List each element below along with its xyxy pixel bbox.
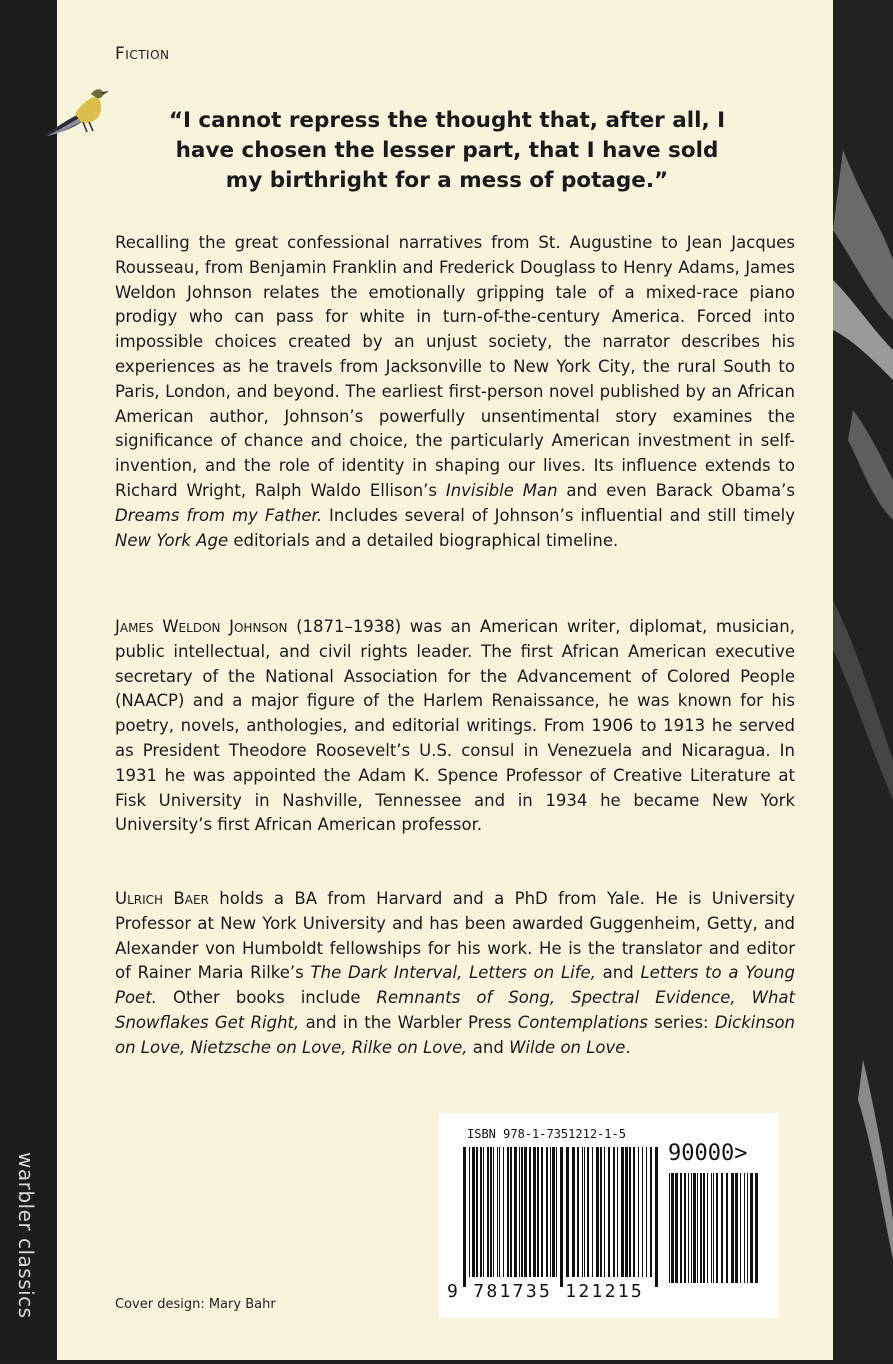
barcode-bar	[750, 1173, 753, 1283]
barcode-bar	[669, 1173, 670, 1283]
barcode-bar	[483, 1147, 484, 1277]
barcode-bar	[550, 1147, 551, 1277]
barcode-bar	[529, 1147, 531, 1277]
barcode-bar	[510, 1147, 512, 1277]
barcode-bar	[625, 1147, 628, 1277]
barcode-bar	[726, 1173, 728, 1283]
editor-bio-text: .	[625, 1037, 631, 1057]
barcode-bar	[700, 1173, 702, 1283]
author-bio-text: (1871–1938) was an American writer, diplomat, musician, public intellectual, and civil rights leader. The first African American executive secretary of the National Association for the Advancement of Colored People (NAACP) and a major figure of the Harlem Renaissance, he was known for his poetry, novels, anthologies, and editorial writings. From 1906 to 1913 he served as President Theodore Roosevelt’s U.S. consul in Venezuela and Nicaragua. In 1931 he was appointed the Adam K. Spence Professor of Creative Literature at Fisk University in Nashville, Tennessee and in 1934 he became New York University’s first African American professor.	[115, 617, 795, 835]
barcode-bar	[731, 1173, 734, 1283]
barcode-bar	[533, 1147, 536, 1277]
barcode-bar	[552, 1147, 555, 1277]
editor-bio-text: holds a BA from Harvard and a PhD from Yale. He is University Professor at New York University and has been awarded Guggenheim, Getty, and Alexander von Humboldt fellowships for his work. He is the translator and editor of Rainer Maria Rilke’s	[115, 889, 795, 983]
barcode-bar	[693, 1173, 696, 1283]
barcode-bar	[629, 1147, 631, 1277]
editor-name: Ulrich Baer	[115, 889, 209, 908]
barcode-bar	[514, 1147, 517, 1277]
barcode-bar	[675, 1173, 678, 1283]
barcode-bar	[582, 1147, 583, 1277]
barcode-bar	[650, 1147, 652, 1277]
barcode-bar	[566, 1147, 569, 1277]
barcode-bar	[691, 1173, 692, 1283]
barcode-bar	[556, 1147, 557, 1277]
barcode-bar	[711, 1173, 712, 1283]
barcode-bar	[493, 1147, 494, 1277]
barcode-bar	[524, 1147, 527, 1277]
barcode-bar	[476, 1147, 478, 1277]
description-text: and even Barack Obama’s	[557, 480, 795, 500]
barcode-bar	[671, 1173, 674, 1283]
author-name: James Weldon Johnson	[115, 617, 288, 636]
barcode-bar	[592, 1147, 593, 1277]
barcode-bar	[716, 1173, 718, 1283]
editor-bio	[115, 887, 795, 1061]
barcode-bar	[560, 1147, 563, 1287]
editor-titles: The Dark Interval, Letters on Life,	[310, 963, 596, 983]
cover-credit: Cover design: Mary Bahr	[115, 1297, 276, 1312]
barcode-bar	[684, 1173, 686, 1283]
barcode-bar	[721, 1173, 723, 1283]
barcode-bar	[463, 1147, 466, 1287]
title-dreams-from-my-father: Dreams from my Father.	[115, 505, 323, 525]
spine-publisher-title: warbler classics	[14, 1152, 38, 1319]
barcode-bar	[642, 1147, 643, 1277]
barcode-bar	[537, 1147, 539, 1277]
addon-barcode	[669, 1173, 761, 1283]
barcode-bar	[617, 1147, 618, 1277]
barcode-bar	[521, 1147, 523, 1277]
barcode-bar	[577, 1147, 579, 1277]
barcode-bar	[638, 1147, 639, 1277]
barcode-bar	[655, 1147, 658, 1287]
editor-bio-text: series:	[647, 1012, 715, 1032]
barcode-bar	[596, 1147, 599, 1277]
genre-label: Fiction	[115, 44, 170, 64]
barcode-bar	[480, 1147, 482, 1277]
barcode-bar	[744, 1173, 745, 1283]
barcode-bar	[755, 1173, 758, 1283]
barcode-bar	[608, 1147, 610, 1277]
editor-bio-text: and	[467, 1037, 510, 1057]
editor-bio-text: Other books include	[156, 988, 377, 1008]
barcode-bar	[613, 1147, 615, 1277]
barcode-bar	[604, 1147, 605, 1277]
barcode-bar	[546, 1147, 548, 1277]
ean-digits: 9 781735 121215	[447, 1281, 645, 1302]
description-text: Includes several of Johnson’s influential and still timely	[322, 505, 795, 525]
barcode-bar	[487, 1147, 489, 1277]
front-cover-edge	[833, 0, 893, 1360]
barcode-bar	[584, 1147, 585, 1277]
barcode-bar	[469, 1147, 470, 1277]
barcode-bar	[713, 1173, 714, 1283]
title-invisible-man: Invisible Man	[445, 480, 558, 500]
pull-quote: “I cannot repress the thought that, after all, I have chosen the lesser part, that I have sold my birthright for a mess of potage.”	[168, 108, 726, 193]
barcode-bar	[680, 1173, 682, 1283]
barcode-panel	[439, 1113, 779, 1318]
barcode-bar	[587, 1147, 589, 1277]
series-titles: Wilde on Love	[509, 1037, 626, 1057]
barcode-bar	[507, 1147, 509, 1277]
author-bio	[115, 615, 795, 838]
barcode-bar	[697, 1173, 698, 1283]
ean-barcode	[463, 1147, 659, 1287]
barcode-bar	[541, 1147, 543, 1277]
book-description	[115, 231, 795, 553]
barcode-bar	[600, 1147, 602, 1277]
editor-bio-text: and	[595, 963, 641, 983]
editor-titles: Letters to a Young Poet.	[115, 963, 795, 1008]
editor-titles: Remnants of Song, Spectral Evidence, What Snowflakes Get Right,	[115, 988, 795, 1032]
barcode-bar	[703, 1173, 705, 1283]
barcode-bar	[633, 1147, 635, 1277]
barcode-bar	[497, 1147, 498, 1277]
editor-bio-text: and in the Warbler Press	[299, 1012, 518, 1032]
title-new-york-age: New York Age	[115, 530, 229, 550]
series-titles: Dickinson on Love, Nietzsche on Love, Rilke on Love,	[115, 1012, 795, 1057]
barcode-bar	[707, 1173, 708, 1283]
warbler-bird-icon	[41, 84, 111, 148]
photo-fragment	[833, 0, 893, 1360]
barcode-bar	[740, 1173, 741, 1283]
book-spine	[0, 0, 57, 1360]
barcode-bar	[646, 1147, 647, 1277]
price-code: 90000>	[668, 1141, 748, 1166]
barcode-bar	[472, 1147, 475, 1277]
description-text: Recalling the great confessional narratives from St. Augustine to Jean Jacques Rousseau, from Benjamin Franklin and Frederick Douglass to Henry Adams, James Weldon Johnson relates the emotionally gripping tale of a mixed-race piano prodigy who can pass for white in turn-of-the-century America. Forced into impossible choices created by an unjust society, the narrator describes his experiences as he travels from Jacksonville to New York City, the rural South to Paris, London, and beyond. The earliest first-person novel published by an African American author, Johnson’s powerfully unsentimental story examines the significance of chance and choice, the particularly American investment in self-invention, and the role of identity in shaping our lives. Its influence extends to Richard Wright, Ralph Waldo Ellison’s	[115, 233, 795, 500]
barcode-bar	[688, 1173, 689, 1283]
barcode-bar	[621, 1147, 624, 1277]
series-name: Contemplations	[517, 1012, 648, 1032]
isbn-label: ISBN 978-1-7351212-1-5	[467, 1127, 626, 1141]
barcode-bar	[572, 1147, 575, 1277]
barcode-bar	[519, 1147, 520, 1277]
barcode-bar	[747, 1173, 748, 1283]
barcode-bar	[499, 1147, 500, 1277]
barcode-bar	[503, 1147, 504, 1277]
barcode-bar	[490, 1147, 492, 1277]
barcode-bar	[735, 1173, 738, 1283]
description-text: editorials and a detailed biographical timeline.	[228, 530, 619, 550]
back-cover	[57, 0, 833, 1360]
